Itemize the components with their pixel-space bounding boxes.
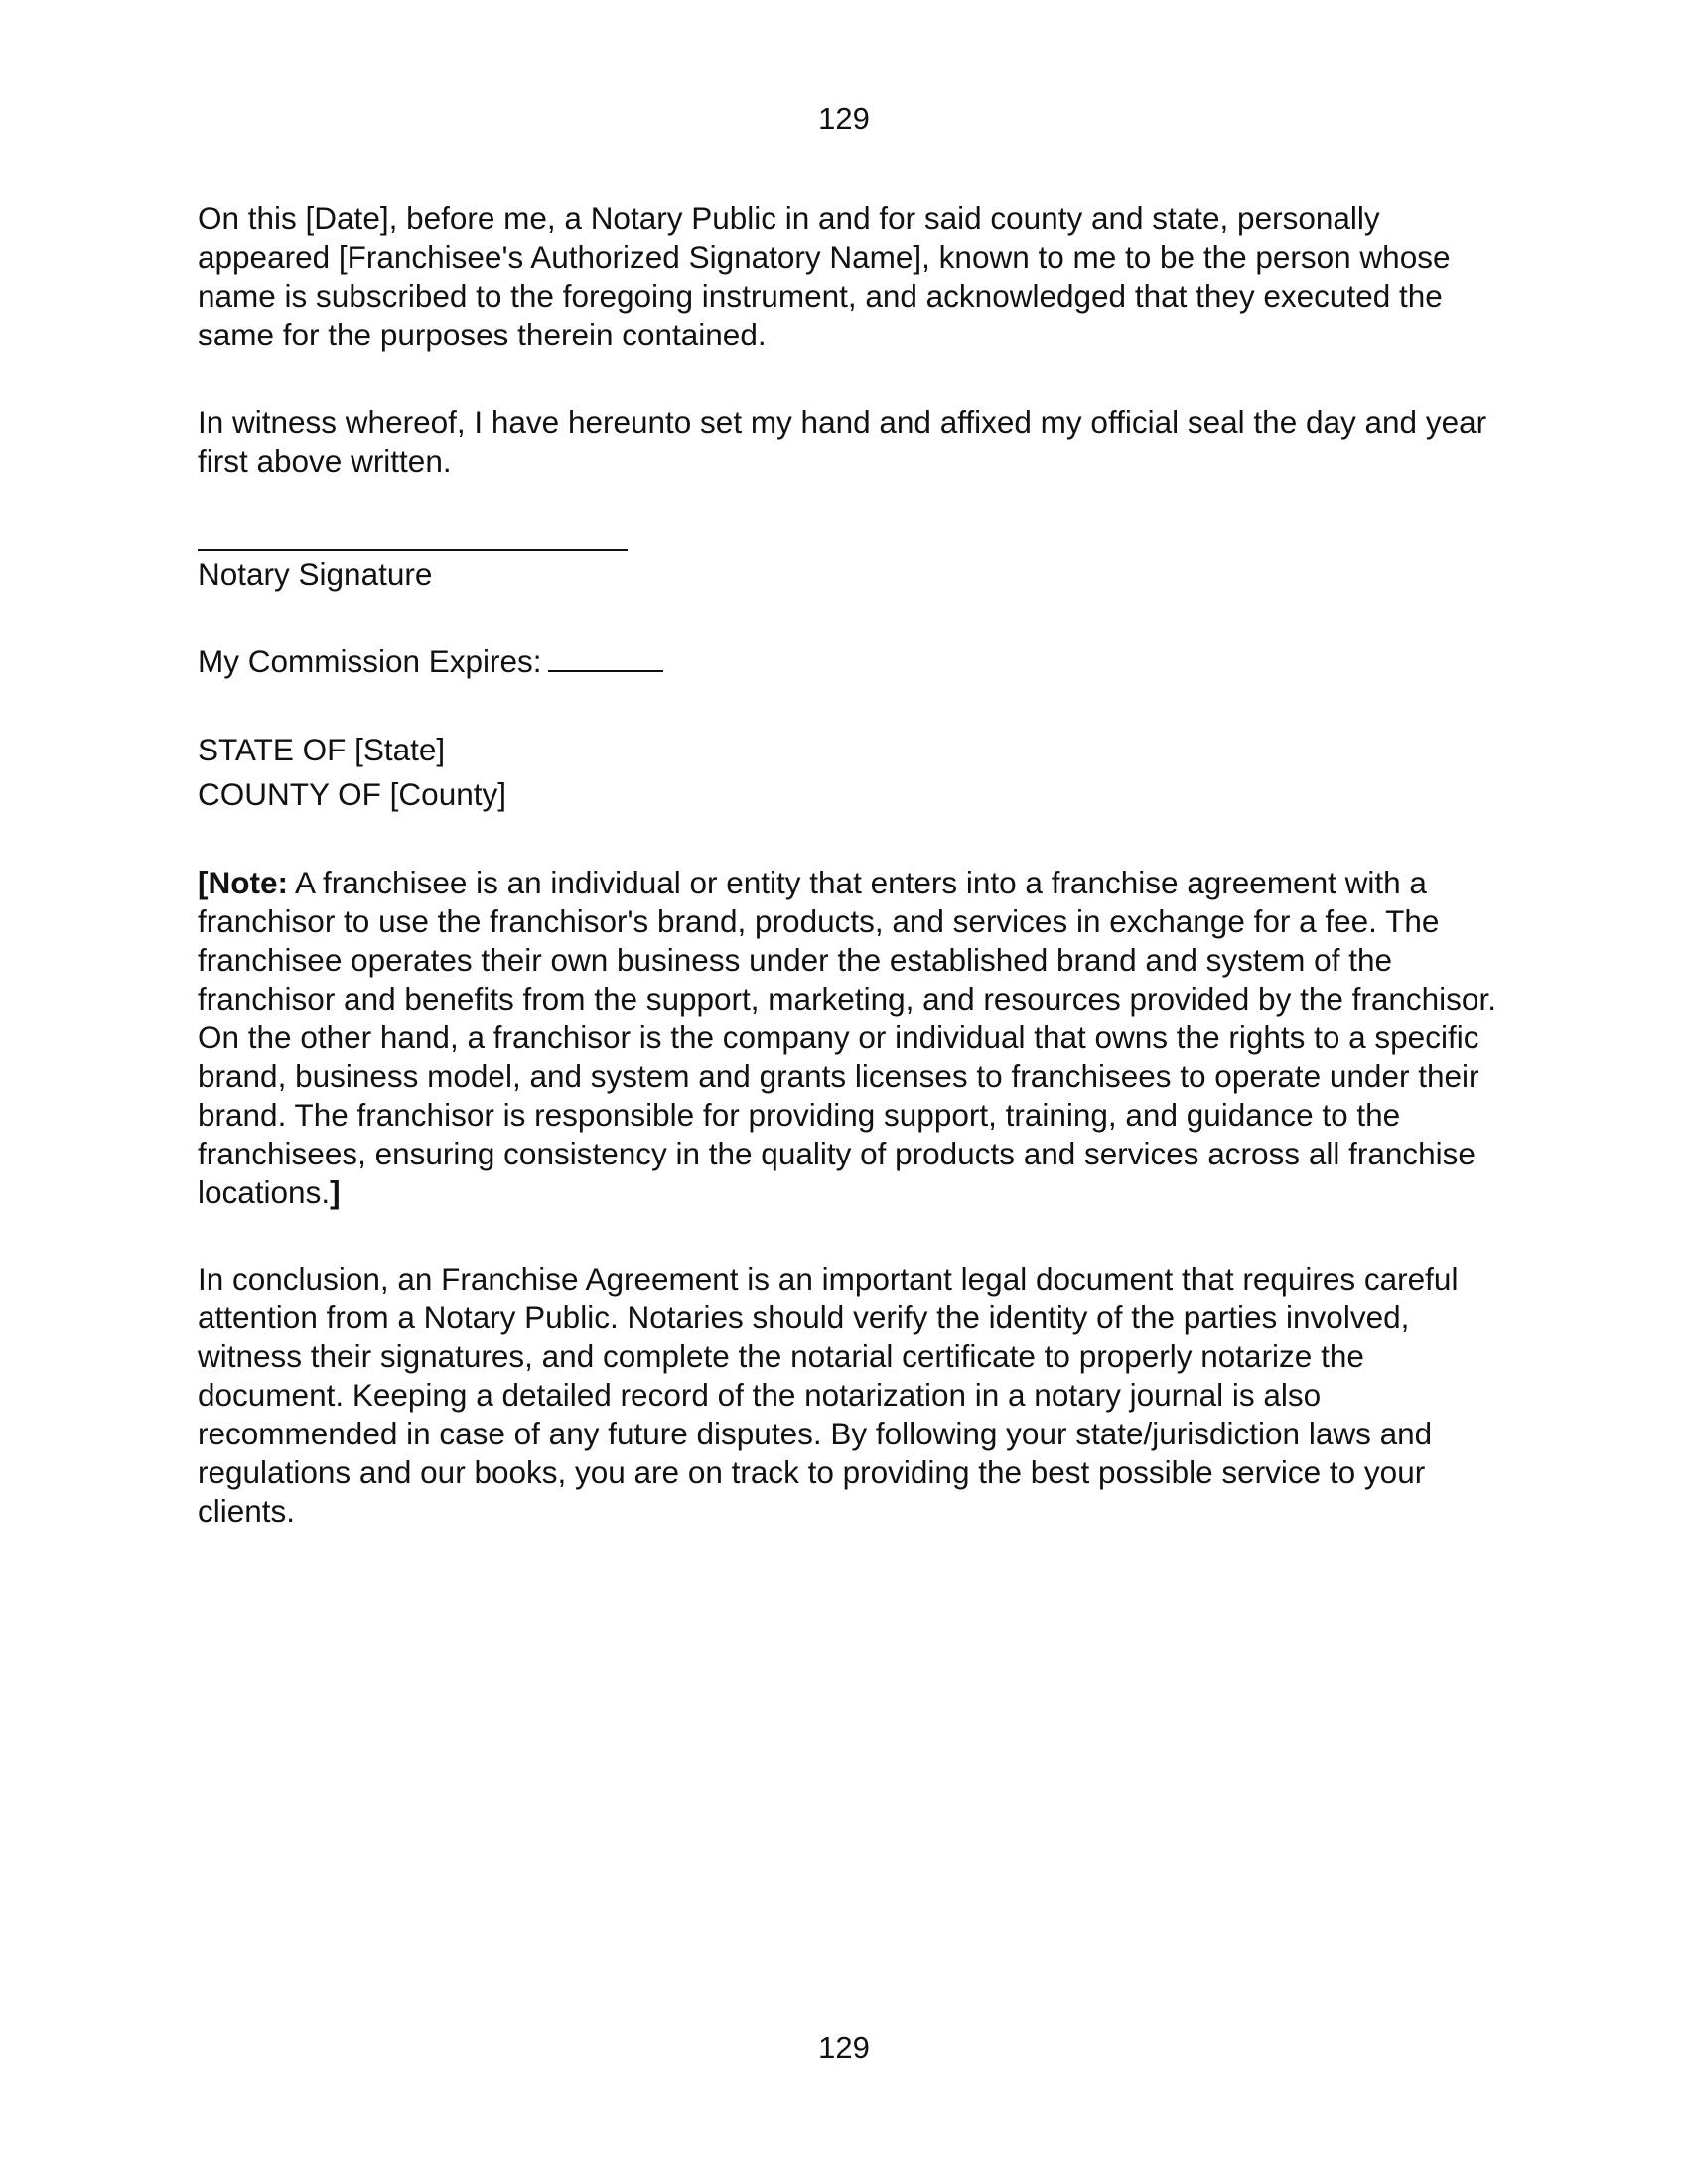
witness-paragraph: In witness whereof, I have hereunto set my hand and affixed my official seal the day and year first above written. [198,404,1487,478]
commission-blank [548,640,663,672]
county-line: COUNTY OF [County] [198,776,506,812]
note-close: ] [330,1174,341,1210]
acknowledgment-paragraph: On this [Date], before me, a Notary Public in and for said county and state, personally appeared [Franchisee's Authorized Signatory Name], known to me to be the person whose name is subscribed to the foregoing instrument, and acknowledged that they executed the same for the purposes therein contained. [198,201,1451,352]
document-body [198,200,1508,1531]
note-body: A franchisee is an individual or entity that enters into a franchise agreement with a franchisor to use the franchisor's brand, products, and services in exchange for a fee. The franchisee operates their own business under the established brand and system of the franchisor and benefits from the support, marketing, and resources provided by the franchisor. On the other hand, a franchisor is the company or individual that owns the rights to a specific brand, business model, and system and grants licenses to franchisees to operate under their brand. The franchisor is responsible for providing support, training, and guidance to the franchisees, ensuring consistency in the quality of products and services across all franchise locations. [198,865,1496,1210]
commission-label: My Commission Expires: [198,643,542,679]
note-paragraph [198,864,1508,1212]
venue-block [198,728,1508,817]
conclusion-paragraph: In conclusion, an Franchise Agreement is an important legal document that requires careful attention from a Notary Public. Notaries should verify the identity of the parties involved, witness their signatures, and complete the notarial certificate to properly notarize the document. Keeping a detailed record of the notarization in a notary journal is also recommended in case of any future disputes. By following your state/jurisdiction laws and regulations and our books, you are on track to providing the best possible service to your clients. [198,1261,1459,1529]
page-number-top: 129 [818,101,870,136]
note-label: [Note: [198,865,288,900]
signature-label: Notary Signature [198,556,433,592]
page-number-bottom: 129 [818,2030,870,2065]
commission-expires-line [198,640,1508,681]
signature-line [198,549,628,551]
state-line: STATE OF [State] [198,732,446,767]
